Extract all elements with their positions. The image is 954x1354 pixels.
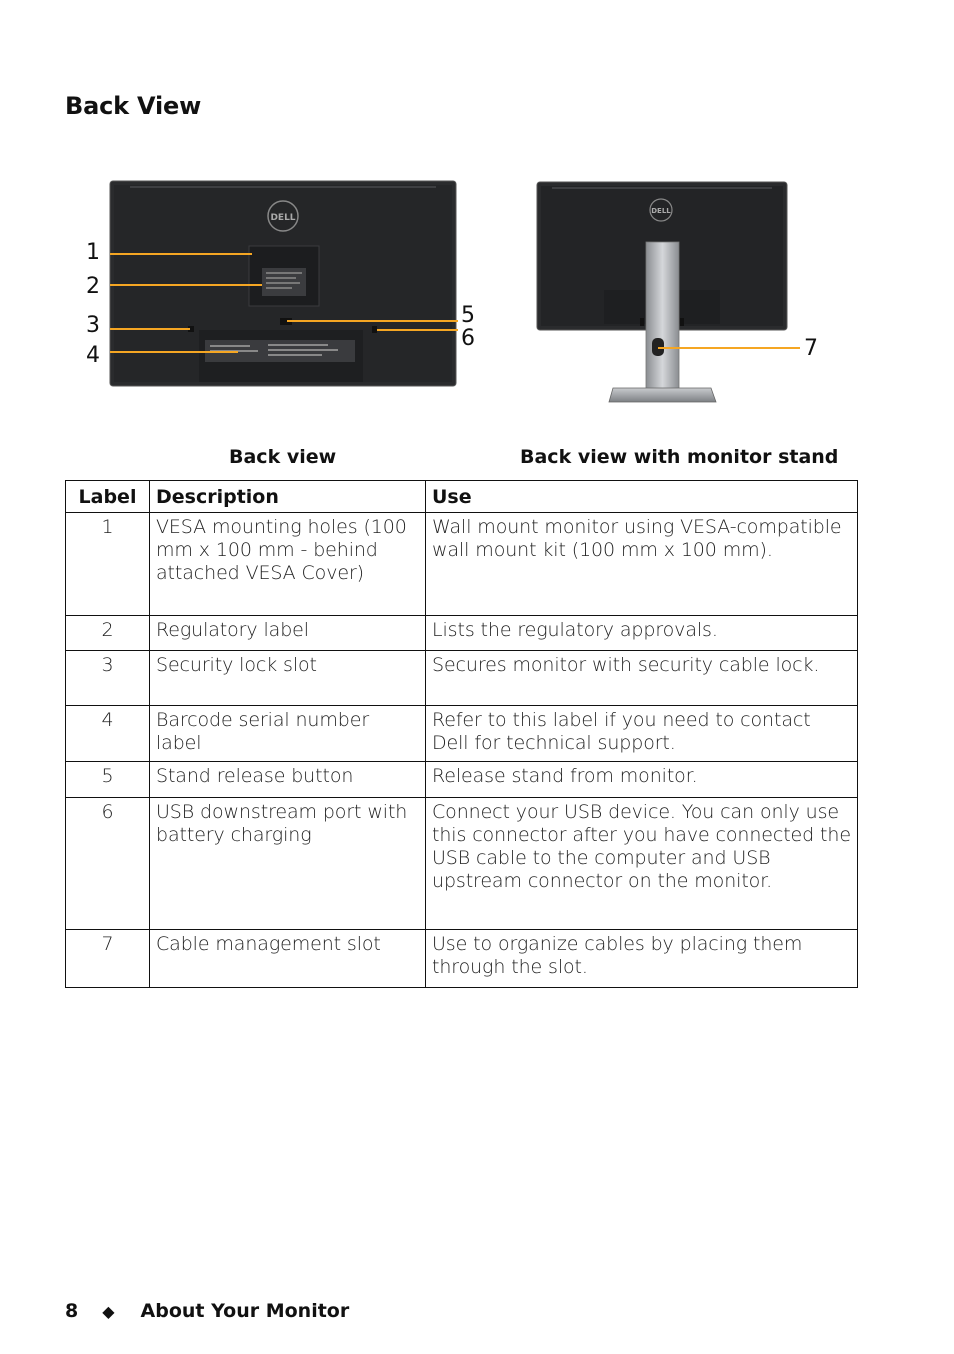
header-description: Description — [150, 481, 426, 513]
callout-5: 5 — [461, 303, 475, 328]
row-use: Refer to this label if you need to contact Dell for technical support. — [426, 706, 858, 762]
row-description: Stand release button — [150, 762, 426, 798]
row-label: 7 — [66, 930, 150, 988]
row-use: Lists the regulatory approvals. — [426, 616, 858, 651]
row-description: VESA mounting holes (100 mm x 100 mm - behind attached VESA Cover) — [150, 513, 426, 616]
table-row — [66, 706, 858, 762]
row-description: USB downstream port with battery charging — [150, 798, 426, 930]
callout-3: 3 — [86, 313, 100, 338]
row-label: 3 — [66, 651, 150, 706]
diamond-separator-icon: ◆ — [102, 1301, 115, 1321]
header-use: Use — [426, 481, 858, 513]
section-title: About Your Monitor — [140, 1300, 350, 1322]
header-label: Label — [66, 481, 150, 513]
row-use: Use to organize cables by placing them through the slot. — [426, 930, 858, 988]
row-label: 1 — [66, 513, 150, 616]
table-row — [66, 930, 858, 988]
page-footer — [65, 1300, 349, 1322]
back-view-figure — [0, 160, 954, 420]
page-number: 8 — [65, 1300, 79, 1322]
logo-text: DELL — [270, 213, 296, 223]
row-label: 6 — [66, 798, 150, 930]
row-use: Secures monitor with security cable lock. — [426, 651, 858, 706]
logo-text: DELL — [651, 207, 671, 215]
table-row — [66, 798, 858, 930]
table-row — [66, 616, 858, 651]
caption-back-view-with-stand: Back view with monitor stand — [520, 446, 839, 468]
row-use: Connect your USB device. You can only use this connector after you have connected the USB cable to the computer and USB upstream connector on the monitor. — [426, 798, 858, 930]
row-label: 2 — [66, 616, 150, 651]
row-description: Barcode serial number label — [150, 706, 426, 762]
callout-1: 1 — [86, 240, 100, 265]
callout-6: 6 — [461, 326, 475, 351]
row-use: Release stand from monitor. — [426, 762, 858, 798]
back-view-monitor-image — [110, 181, 456, 386]
back-view-table — [65, 480, 858, 988]
row-description: Cable management slot — [150, 930, 426, 988]
page-title: Back View — [65, 92, 202, 120]
callout-2: 2 — [86, 274, 100, 299]
row-label: 4 — [66, 706, 150, 762]
row-description: Regulatory label — [150, 616, 426, 651]
row-description: Security lock slot — [150, 651, 426, 706]
table-row — [66, 651, 858, 706]
caption-back-view: Back view — [229, 446, 337, 468]
callout-4: 4 — [86, 343, 100, 368]
back-view-with-stand-image — [537, 182, 787, 402]
table-row — [66, 513, 858, 616]
table-row — [66, 762, 858, 798]
callout-7: 7 — [804, 336, 818, 361]
row-label: 5 — [66, 762, 150, 798]
table-header-row — [66, 481, 858, 513]
row-use: Wall mount monitor using VESA-compatible wall mount kit (100 mm x 100 mm). — [426, 513, 858, 616]
